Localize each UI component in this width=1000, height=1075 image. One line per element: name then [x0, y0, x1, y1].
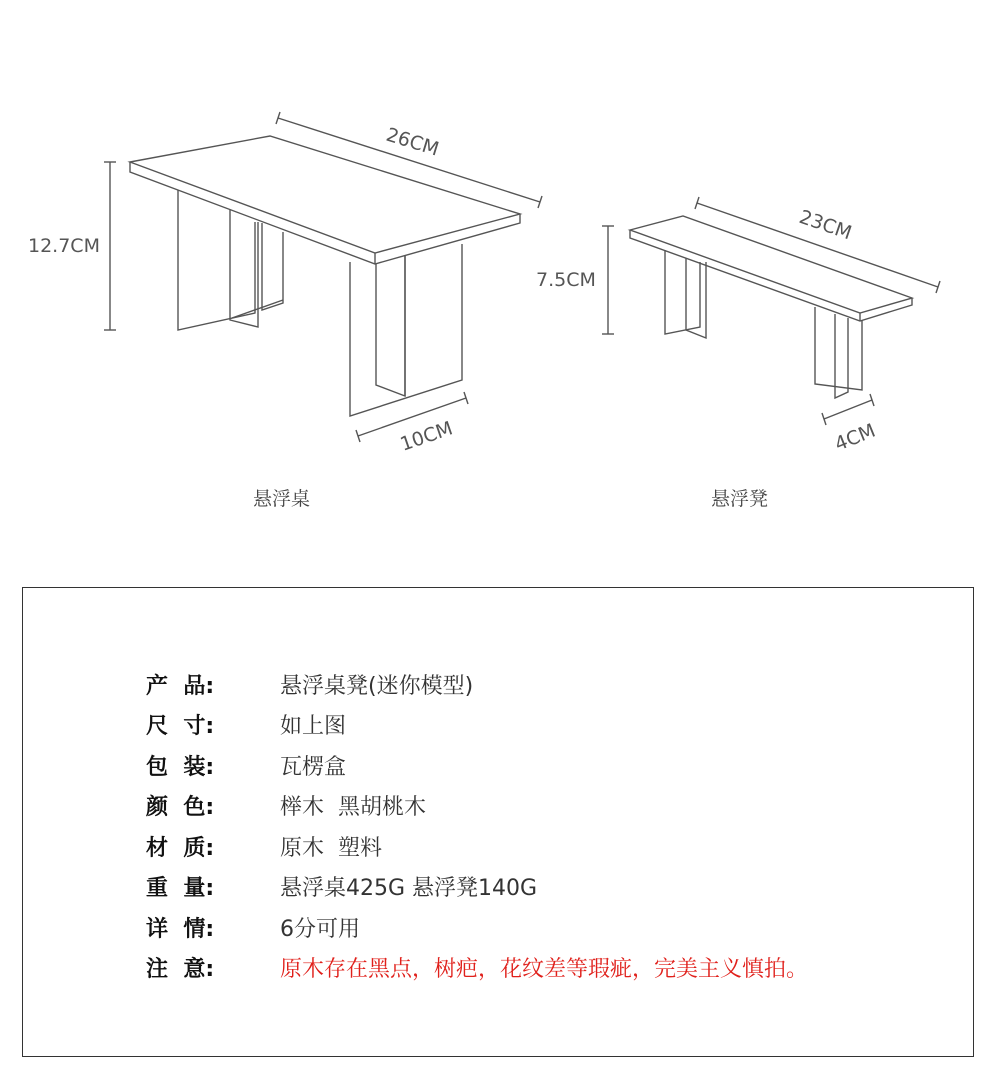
spec-row-product	[146, 669, 473, 699]
spec-row-packaging	[146, 750, 346, 780]
spec-box	[22, 587, 974, 1057]
bench-height-label: 7.5CM	[536, 269, 596, 291]
bench-depth-label: 4CM	[831, 419, 879, 456]
spec-value: 原木 塑料	[280, 835, 382, 861]
bench-drawing	[602, 197, 940, 425]
spec-row-weight	[146, 871, 537, 901]
spec-label: 尺 寸:	[146, 713, 215, 739]
spec-label: 注 意:	[146, 956, 215, 982]
bench-length-label: 23CM	[796, 205, 855, 245]
table-length-label: 26CM	[383, 123, 442, 161]
spec-label: 重 量:	[146, 875, 215, 901]
spec-label: 详 情:	[146, 916, 215, 942]
table-caption: 悬浮桌	[253, 488, 311, 510]
spec-row-color	[146, 790, 426, 820]
spec-label: 材 质:	[146, 835, 215, 861]
spec-row-notice	[146, 952, 808, 982]
table-drawing	[104, 112, 542, 442]
spec-value: 瓦楞盒	[280, 754, 347, 780]
spec-row-details	[146, 912, 360, 942]
spec-value: 如上图	[280, 713, 347, 739]
bench-caption: 悬浮凳	[711, 488, 769, 510]
spec-value: 榉木 黑胡桃木	[280, 794, 426, 820]
spec-value: 悬浮桌425G 悬浮凳140G	[280, 875, 538, 901]
spec-row-size	[146, 709, 346, 739]
notice-text: 原木存在黑点，树疤，花纹差等瑕疵，完美主义慎拍。	[280, 956, 809, 982]
table-depth-label: 10CM	[397, 417, 456, 456]
table-height-label: 12.7CM	[28, 235, 100, 257]
spec-row-material	[146, 831, 382, 861]
spec-value: 悬浮桌凳(迷你模型)	[280, 673, 474, 699]
spec-value: 6分可用	[280, 916, 360, 942]
spec-label: 产 品:	[146, 673, 215, 699]
spec-label: 颜 色:	[146, 794, 215, 820]
spec-label: 包 装:	[146, 754, 215, 780]
